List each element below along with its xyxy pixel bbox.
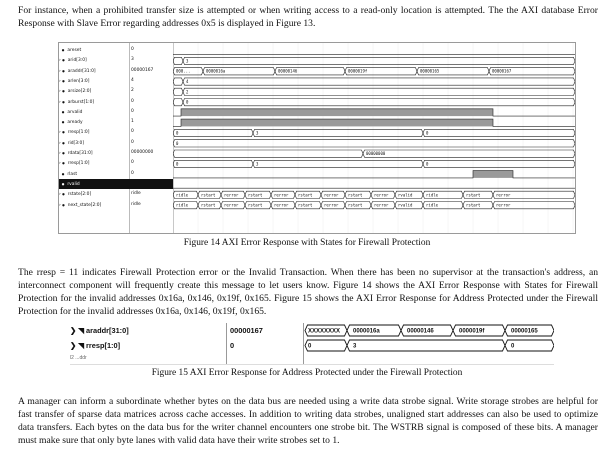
rresp2-trace-label: 0: [176, 161, 179, 167]
rstate-trace-label: rerror: [496, 192, 511, 198]
signal-name: araddr[31:0]: [86, 326, 129, 335]
signal-name: araddr[31:0]: [67, 68, 96, 74]
signal-icon: ●: [62, 140, 66, 145]
signal-value: 0: [131, 98, 134, 104]
signal-icon: ●: [61, 120, 66, 125]
signal-icon: ●: [62, 78, 66, 83]
rstate-trace-label: rerror: [324, 192, 339, 198]
signal-icon: ●: [62, 192, 66, 197]
rresp2-trace-label: 0: [426, 161, 429, 167]
araddr-trace-label: 000...: [176, 68, 191, 74]
signal-icon: ●: [61, 181, 66, 186]
rresp-trace-2-label: 3: [353, 343, 357, 350]
rstate-trace-label: rstart: [348, 192, 363, 198]
next-state-trace-label: ridle: [176, 202, 189, 208]
rresp2-trace-segment: [423, 160, 575, 167]
signal-name-row[interactable]: [59, 189, 129, 199]
signal-value: 0: [131, 160, 134, 166]
arlen-trace-segment: [183, 78, 575, 85]
arid-trace-segment: [173, 57, 183, 64]
arburst-trace-segment: [183, 99, 575, 106]
rresp2-trace-segment: [253, 160, 423, 167]
signal-name-row[interactable]: [59, 117, 129, 127]
expand-arrow-icon[interactable]: ›: [59, 58, 63, 64]
next-state-trace-label: ridle: [426, 202, 439, 208]
signal-name-row[interactable]: [59, 45, 129, 55]
rresp-trace-label: 0: [426, 130, 429, 136]
signal-name-row[interactable]: [59, 179, 129, 189]
waveform-traces-svg: [173, 43, 575, 233]
signal-name-row[interactable]: [59, 66, 129, 76]
paragraph-rresp: The rresp = 11 indicates Firewall Protection error or the Invalid Transaction. When there has been no supervisor at the transaction's address, an interconnect component will frequently create this message to let users know. Figure 14 shows the AXI Error Response with States for Firewall Protection for the invalid addresses 0x16a, 0x146, 0x19f, 0x165. Figure 15 shows the AXI Error Response for Address Protected under the Firewall Protection for the invalid addresses 0x16a, 0x146, 0x19f, 0x165.: [18, 267, 598, 317]
signal-icon: ◥: [78, 326, 86, 335]
rdata-trace-segment: [173, 150, 363, 157]
signal-value: 3: [131, 57, 134, 63]
rstate-trace-label: ridle: [176, 192, 189, 198]
rstate-trace-label: rstart: [466, 192, 481, 198]
araddr-trace-label: 0000019f: [348, 68, 368, 74]
signal-name-row-2[interactable]: [70, 354, 226, 363]
signal-value: 0: [230, 341, 235, 350]
arsize-trace-segment: [173, 88, 183, 95]
signal-value-column: [129, 43, 174, 233]
arlen-trace-label: 4: [186, 78, 189, 84]
signal-name: arlen[3:0]: [67, 78, 90, 84]
rstate-trace-label: ridle: [426, 192, 439, 198]
rresp-trace-segment: [253, 129, 423, 136]
aready-trace-fill: [181, 119, 493, 126]
signal-name: aready: [67, 120, 83, 126]
rresp-trace-segment: [173, 129, 253, 136]
signal-name-column: [59, 43, 130, 233]
signal-icon: ●: [62, 151, 66, 155]
signal-name: rlast: [67, 171, 78, 177]
figure-15-caption: Figure 15 AXI Error Response for Address Protected under the Firewall Protection: [151, 368, 463, 378]
signal-name: next_state[2:0]: [67, 202, 102, 208]
signal-icon: ●: [61, 109, 66, 114]
arid-trace-label: 3: [186, 58, 189, 64]
signal-value: ridle: [131, 201, 141, 207]
rresp-trace-2-label: 0: [511, 343, 515, 350]
rresp2-trace-segment: [173, 160, 253, 167]
next-state-trace-label: rerror: [224, 202, 239, 208]
signal-name-row[interactable]: [59, 169, 129, 179]
signal-name: rdata[31:0]: [67, 151, 93, 156]
next-state-trace-label: rerror: [324, 202, 339, 208]
signal-name-row[interactable]: [59, 127, 129, 137]
expand-arrow-icon[interactable]: ›: [59, 151, 63, 156]
arid-trace-segment: [183, 57, 575, 64]
next-state-trace-label: rerror: [274, 202, 289, 208]
arvalid-trace-fill: [181, 109, 493, 116]
rresp2-trace-label: 3: [256, 161, 259, 167]
signal-icon: ◥: [78, 341, 86, 350]
next-state-trace-label: rstart: [248, 202, 263, 208]
next-state-trace-label: rvalid: [398, 202, 413, 208]
signal-name: arid[3:0]: [67, 58, 87, 64]
expand-arrow-icon[interactable]: ›: [59, 161, 63, 167]
signal-name-row[interactable]: [59, 138, 129, 148]
rstate-trace-label: rerror: [374, 192, 389, 198]
next-state-trace-label: rstart: [466, 202, 481, 208]
signal-name-row[interactable]: [59, 107, 129, 117]
paragraph-wstrb: A manager can inform a subordinate whether bytes on the data bus are needed using a write data strobe signal. Write storage strobes are helpful for fast transfer of sparse data matrices across cache accesses. In addition to writing data strobes, unaligned start addresses can also be used to optimize data transfers. Each bytes on the data bus for the writer channel encounters one strobe bit. The WSTRB signal is composed of these bits. A manager must make sure that only byte lanes with valid data have their write strobes set to 1.: [18, 396, 598, 446]
signal-name: arburst[1:0]: [67, 99, 95, 105]
signal-name: arvalid: [67, 109, 83, 115]
signal-name: rvalid: [67, 181, 80, 187]
signal-value: 0: [131, 139, 134, 145]
expand-arrow-icon[interactable]: ›: [59, 140, 63, 146]
signal-value: ridle: [131, 191, 141, 197]
arburst-trace-label: 0: [186, 99, 189, 105]
signal-icon: ●: [62, 99, 66, 104]
araddr-trace-label: 00000165: [420, 68, 440, 74]
rid-trace-label: 0: [176, 140, 179, 146]
rdata-trace-segment: [363, 150, 575, 157]
signal-icon: ●: [62, 161, 66, 166]
araddr-trace-label: 00000167: [492, 68, 512, 74]
waveform-traces-svg-2: [303, 323, 554, 364]
expand-arrow-icon[interactable]: ›: [59, 130, 63, 136]
signal-icon: ●: [62, 89, 66, 94]
signal-name-row[interactable]: [59, 86, 129, 96]
rstate-trace-label: rstart: [201, 192, 216, 198]
next-state-trace-label: rstart: [348, 202, 363, 208]
next-state-trace-label: rstart: [201, 202, 216, 208]
signal-value: 1: [131, 119, 134, 125]
signal-name-row[interactable]: [59, 76, 129, 86]
signal-icon: ●: [62, 130, 66, 135]
arsize-trace-label: 2: [186, 89, 189, 95]
signal-value: 0: [131, 108, 134, 114]
araddr-trace-2-label: 0000016a: [353, 328, 380, 335]
araddr-trace-2-label: 0000019f: [459, 328, 485, 335]
signal-value: 00000167: [230, 326, 263, 335]
rstate-trace-label: rerror: [274, 192, 289, 198]
signal-name: l2 ...ddr: [70, 355, 87, 361]
waveform-trace-area: [173, 43, 575, 233]
araddr-trace-label: 00000146: [278, 68, 298, 74]
rlast-trace-fill: [473, 171, 513, 178]
signal-name-row-2[interactable]: [70, 338, 226, 353]
expand-arrow-icon[interactable]: ›: [59, 78, 63, 84]
arburst-trace-segment: [173, 99, 183, 106]
signal-icon: ●: [62, 58, 66, 63]
signal-value: 0: [131, 47, 134, 52]
araddr-trace-2-label: 00000146: [407, 328, 434, 335]
signal-icon: ●: [61, 171, 66, 176]
signal-icon: ●: [62, 68, 66, 73]
rresp-trace-2-label: 0: [308, 343, 312, 350]
signal-name: rstate[2:0]: [67, 192, 92, 198]
signal-name-row-2[interactable]: [70, 323, 226, 338]
signal-value: 4: [131, 77, 134, 83]
expand-arrow-icon[interactable]: ›: [59, 89, 63, 95]
paragraph-intro: For instance, when a prohibited transfer size is attempted or when writing access to a read-only location is attempted. The the AXI database Error Response with Slave Error regarding addresses 0x5 is displayed in Figure 13.: [18, 5, 598, 29]
signal-name-column-2: [70, 323, 226, 364]
expand-arrow-icon[interactable]: ›: [59, 99, 63, 105]
expand-arrow-icon[interactable]: ›: [59, 192, 63, 198]
figure-14-caption: Figure 14 AXI Error Response with States for Firewall Protection: [183, 238, 431, 248]
next-state-trace-label: rerror: [496, 202, 511, 208]
rresp-trace-2-segment: [347, 340, 505, 351]
signal-name-row[interactable]: [59, 148, 129, 158]
signal-icon: ●: [61, 48, 66, 52]
signal-name-row[interactable]: [59, 97, 129, 107]
waveform-figure-14: [58, 42, 576, 234]
expand-arrow-icon[interactable]: ❯: [70, 326, 79, 335]
waveform-trace-area-2: [303, 323, 554, 364]
rstate-trace-label: rstart: [248, 192, 263, 198]
signal-name: rresp[1:0]: [67, 161, 90, 167]
rresp-trace-segment: [423, 129, 575, 136]
araddr-trace-2-label: XXXXXXXX: [308, 328, 341, 335]
signal-value: 0: [131, 129, 134, 135]
rstate-trace-label: rstart: [298, 192, 313, 198]
signal-value: 00000000: [131, 150, 154, 155]
signal-value-column-2: [226, 323, 304, 364]
arsize-trace-segment: [183, 88, 575, 95]
signal-name-row[interactable]: [59, 158, 129, 168]
rstate-trace-label: rvalid: [398, 192, 413, 198]
rresp-trace-label: 0: [176, 130, 179, 136]
rresp-trace-label: 3: [256, 130, 259, 136]
signal-name-row[interactable]: [59, 200, 129, 210]
rdata-trace-label: 00000000: [366, 151, 386, 157]
arlen-trace-segment: [173, 78, 183, 85]
rstate-trace-label: rerror: [224, 192, 239, 198]
expand-arrow-icon[interactable]: ›: [59, 68, 63, 74]
signal-value: [129, 179, 173, 189]
signal-value: 0: [131, 170, 134, 176]
araddr-trace-2-label: 00000165: [511, 328, 538, 335]
signal-name: rid[3:0]: [67, 140, 85, 146]
signal-name: arsize[2:0]: [67, 89, 92, 95]
rid-trace-segment: [173, 140, 575, 147]
signal-name: areset: [67, 48, 82, 53]
signal-icon: ●: [62, 202, 66, 207]
signal-value: [227, 354, 306, 363]
waveform-figure-15: [70, 323, 554, 365]
expand-arrow-icon[interactable]: ❯: [70, 341, 79, 350]
signal-name: rresp[1:0]: [86, 341, 121, 350]
signal-value: 2: [131, 88, 134, 94]
signal-name: rresp[1:0]: [67, 130, 90, 136]
signal-value: 00000167: [131, 67, 154, 73]
expand-arrow-icon[interactable]: ›: [59, 202, 63, 208]
signal-name-row[interactable]: [59, 55, 129, 65]
next-state-trace-label: rerror: [374, 202, 389, 208]
next-state-trace-label: rstart: [298, 202, 313, 208]
araddr-trace-label: 0000016a: [206, 68, 226, 74]
rlast-trace-wave: [173, 171, 575, 178]
